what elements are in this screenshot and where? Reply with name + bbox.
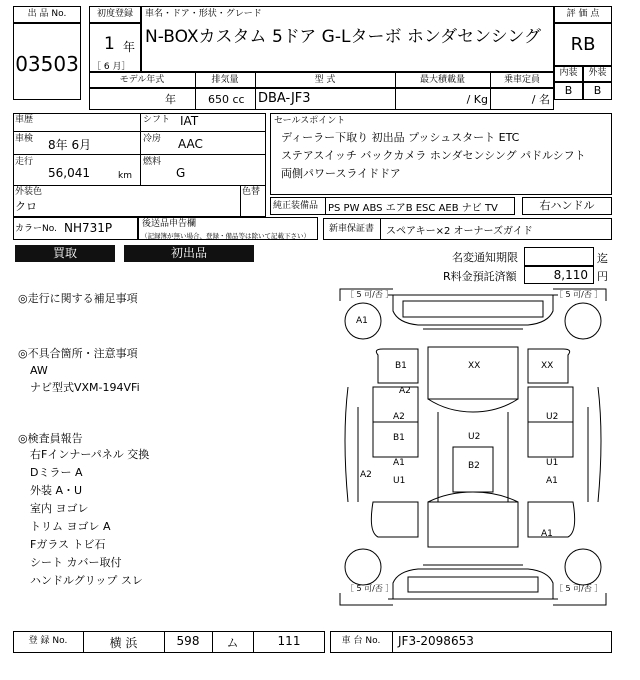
rear-hatch-outline: [428, 502, 518, 547]
rear-bumper-outline: [388, 569, 558, 599]
inspector-item: トリム ヨゴレ A: [30, 520, 111, 533]
registration-office: 横 浜: [109, 636, 138, 650]
registration-kana: ム: [226, 636, 239, 650]
aftermarket-note: （記録簿が無い場合、登録・備品等は除いて記載下さい）: [141, 232, 310, 240]
car-damage-diagram: [338, 287, 608, 607]
color-code-label: カラーNo.: [15, 224, 57, 234]
damage-mark: U2: [546, 412, 559, 422]
sales-point-line-3: 両側パワースライドドア: [281, 167, 401, 180]
damage-mark: A2: [393, 412, 405, 422]
deadline-unit: 迄: [597, 252, 608, 265]
mileage-unit: km: [118, 171, 132, 181]
damage-mark: XX: [541, 361, 554, 371]
registration-label: 登 録 No.: [28, 636, 68, 646]
wheel-rear-right: [565, 549, 601, 585]
car-name-label: 車名・ドア・形状・グレード: [145, 9, 262, 19]
first-listing-badge: 初出品: [124, 245, 254, 262]
damage-mark: U1: [393, 476, 406, 486]
damage-mark: B1: [395, 361, 407, 371]
chassis-label: 車 台 No.: [341, 636, 381, 646]
exterior-value: B: [593, 84, 602, 97]
inspector-item: 室内 ヨゴレ: [30, 502, 89, 515]
inspector-item: 右Fインナーパネル 交換: [30, 448, 150, 461]
buy-badge: 買取: [15, 245, 115, 262]
chassis-number: JF3-2098653: [398, 634, 474, 648]
roof-outline: [438, 412, 508, 502]
fuel-value: G: [176, 166, 186, 180]
equipment-value: PS PW ABS エアB ESC AEB ナビ TV: [328, 203, 498, 214]
car-name-cell: [141, 6, 554, 72]
interior-label: 内装: [559, 68, 578, 78]
inspector-item: Dミラー A: [30, 466, 83, 479]
first-reg-month: ［ 6 月］: [92, 62, 131, 72]
wheel-front-right: [565, 303, 601, 339]
registration-number: 111: [277, 634, 301, 648]
first-reg-cell: [89, 23, 141, 72]
corner-label-tl: ［ 5 可/否 ］: [346, 290, 394, 299]
grade-value: RB: [570, 34, 596, 55]
defect-item: AW: [30, 364, 48, 377]
color-code-value: NH731P: [64, 221, 113, 235]
corner-label-bl: ［ 5 可/否 ］: [346, 584, 394, 593]
inspector-item: 外装 A・U: [30, 484, 83, 497]
recycle-unit: 円: [597, 270, 608, 283]
inspector-item: ハンドルグリップ スレ: [30, 574, 143, 587]
defect-item: ナビ型式VXM-194VFi: [30, 381, 140, 394]
damage-mark: A1: [546, 476, 558, 486]
capacity-label: 乗車定員: [503, 75, 540, 85]
exterior-cell: [583, 82, 612, 100]
max-load-value: / Kg: [466, 93, 488, 106]
first-reg-label-cell: [89, 6, 141, 23]
damage-mark: B2: [468, 461, 480, 471]
damage-mark: A1: [541, 529, 553, 539]
interior-value: B: [564, 84, 573, 97]
sales-point-line-1: ディーラー下取り 初出品 プッシュスタート ETC: [281, 131, 520, 144]
equipment-label: 純正装備品: [273, 201, 319, 211]
recycle-label: R料金預託済額: [443, 270, 517, 283]
hood-outline: [428, 347, 518, 399]
lot-label: 出 品 No.: [27, 9, 67, 19]
type-label: 型 式: [314, 75, 336, 85]
sales-points-box: [270, 113, 612, 195]
ext-color-label: 外装色: [15, 187, 43, 197]
car-name: N-BOXカスタム 5ドア G-Lターボ ホンダセンシング: [145, 27, 541, 47]
grade-label-cell: [554, 6, 612, 23]
sales-points-label: セールスポイント: [274, 116, 346, 126]
type-value: DBA-JF3: [258, 91, 311, 106]
damage-mark: U1: [546, 458, 559, 468]
sales-point-line-2: ステアスイッチ バックカメラ ホンダセンシング パドルシフト: [281, 149, 586, 162]
left-doors: [373, 387, 418, 457]
inspector-item: シート カバー取付: [30, 556, 122, 569]
driving-remarks-title: ◎走行に関する補足事項: [18, 292, 138, 305]
recycle-value: 8,110: [553, 268, 588, 282]
ac-value: AAC: [178, 137, 203, 151]
first-reg-label: 初度登録: [96, 9, 133, 19]
damage-mark: A1: [393, 458, 405, 468]
warranty-cell: [323, 218, 612, 240]
left-rear-quarter: [371, 502, 418, 537]
history-label: 車歴: [15, 115, 34, 125]
damage-mark: XX: [468, 361, 481, 371]
interior-cell: [554, 82, 583, 100]
exterior-label: 外装: [588, 68, 607, 78]
lot-number-cell: [13, 23, 81, 100]
warranty-value: スペアキー×2 オーナーズガイド: [386, 226, 533, 237]
corner-bracket: [340, 593, 393, 605]
registration-class: 598: [176, 634, 200, 648]
ext-color-value: クロ: [15, 200, 37, 213]
corner-label-tr: ［ 5 可/否 ］: [555, 290, 603, 299]
color-code-cell: [13, 217, 138, 240]
capacity-value: / 名: [531, 93, 550, 106]
inspector-item: Fガラス トビ石: [30, 538, 106, 551]
deadline-label: 名変通知期限: [452, 251, 518, 264]
fuel-label: 燃料: [143, 157, 162, 167]
deadline-box: [524, 247, 594, 266]
grade-cell: [554, 23, 612, 66]
exterior-label-cell: [583, 66, 612, 82]
lot-number: 03503: [15, 52, 79, 76]
steering-cell: [522, 197, 612, 215]
inspection-label: 車検: [15, 134, 34, 144]
damage-mark: B1: [393, 433, 405, 443]
aftermarket-cell: [138, 217, 318, 240]
recycle-box: [524, 266, 594, 284]
year-unit: 年: [123, 40, 136, 54]
first-reg-year: 1: [104, 34, 115, 54]
wheel-rear-left: [345, 549, 381, 585]
warranty-label: 新車保証書: [329, 224, 375, 234]
model-year-unit: 年: [165, 93, 176, 106]
front-grille-outline: [403, 301, 543, 317]
color-change-label: 色替: [242, 187, 261, 197]
damage-mark: A2: [399, 386, 411, 396]
damage-mark: A1: [356, 316, 368, 326]
grade-label: 評 価 点: [566, 9, 600, 19]
inspector-title: ◎検査員報告: [18, 432, 83, 445]
displacement-value: 650 cc: [208, 93, 245, 106]
equipment-cell: [270, 197, 515, 215]
mileage-label: 走行: [15, 157, 34, 167]
displacement-label: 排気量: [211, 75, 239, 85]
interior-label-cell: [554, 66, 583, 82]
right-doors: [528, 387, 573, 457]
ac-label: 冷房: [143, 134, 162, 144]
shift-value: IAT: [180, 114, 199, 128]
defects-title: ◎不具合箇所・注意事項: [18, 347, 138, 360]
shift-label: シフト: [143, 115, 171, 125]
damage-mark: U2: [468, 432, 481, 442]
corner-bracket: [553, 593, 606, 605]
steering-value: 右ハンドル: [539, 199, 595, 212]
model-year-label: モデル年式: [119, 75, 165, 85]
aftermarket-label: 後送品申告欄: [142, 219, 197, 229]
inspection-value: 8年 6月: [48, 138, 92, 152]
rear-panel: [408, 577, 538, 592]
mileage-value: 56,041: [48, 166, 90, 180]
damage-mark: A2: [360, 470, 372, 480]
corner-label-br: ［ 5 可/否 ］: [555, 584, 603, 593]
max-load-label: 最大積載量: [419, 75, 465, 85]
front-bumper-outline: [388, 295, 558, 325]
lot-label-cell: [13, 6, 81, 23]
